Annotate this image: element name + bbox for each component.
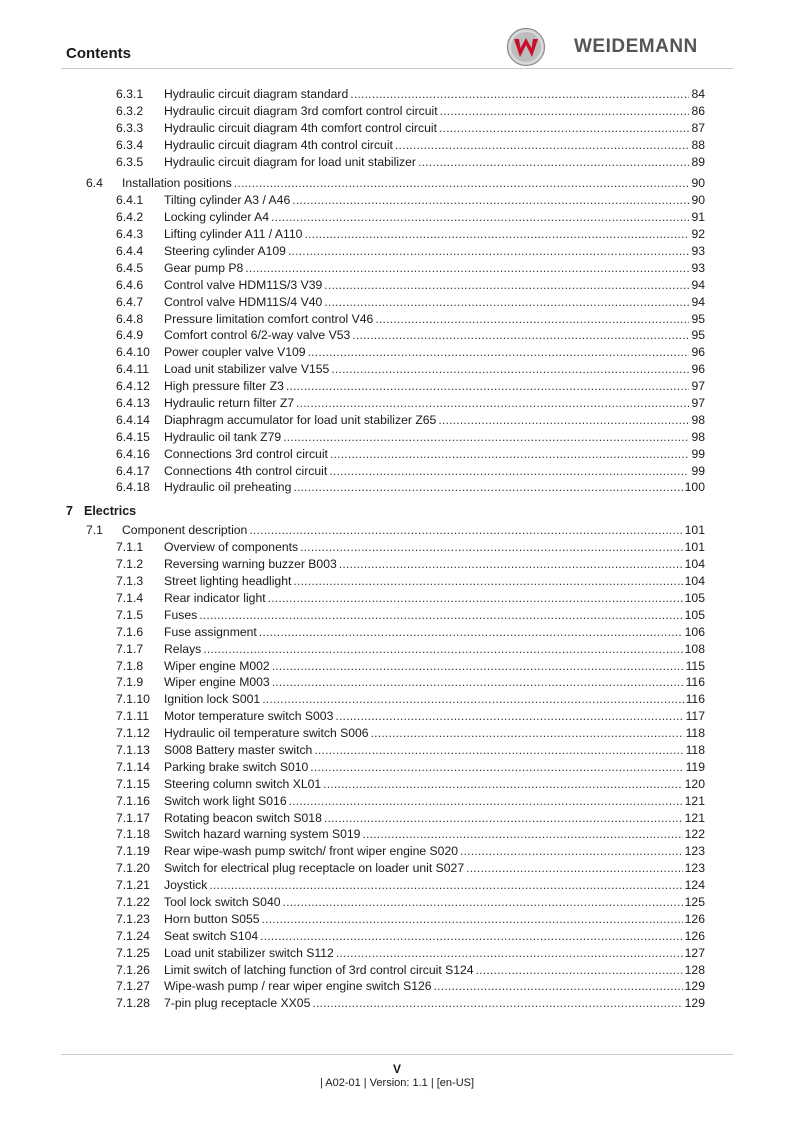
toc-entry-page: 118: [685, 742, 705, 757]
toc-entry-number: 7.1.27: [116, 979, 150, 994]
toc-entry-title: Wipe-wash pump / rear wiper engine switch S126: [164, 979, 432, 994]
toc-entry-title: Limit switch of latching function of 3rd control circuit S124: [164, 962, 474, 977]
dot-leader: [466, 860, 683, 877]
toc-entry-page: 87: [691, 120, 705, 135]
toc-entry-number: 7.1.1: [116, 540, 144, 555]
toc-entry-title: S008 Battery master switch: [164, 742, 313, 757]
toc-entry-title: Hydraulic circuit diagram standard: [164, 87, 349, 101]
toc-entry-title: Control valve HDM11S/3 V39: [164, 277, 323, 292]
toc-entry-page: 99: [691, 463, 705, 478]
toc-entry-title: Load unit stabilizer valve V155: [164, 362, 330, 377]
toc-entry-page: 95: [691, 328, 705, 343]
toc-entry-page: 91: [691, 210, 705, 225]
dot-leader: [434, 978, 683, 995]
toc-entry-title: Hydraulic circuit diagram 4th comfort control circuit: [164, 120, 437, 135]
toc-entry-title: Locking cylinder A4: [164, 210, 270, 225]
toc-subsection-entry[interactable]: [0, 962, 794, 979]
dot-leader: [362, 826, 682, 843]
toc-entry-number: 6.3.1: [116, 87, 144, 101]
chapter-title: Electrics: [84, 504, 137, 519]
toc-entry-title: Fuses: [164, 607, 198, 622]
toc-entry-page: 108: [684, 641, 705, 656]
dot-leader: [460, 843, 683, 860]
toc-subsection-entry[interactable]: [0, 137, 794, 154]
toc-entry-page: 121: [684, 810, 705, 825]
toc-entry-number: 7.1.10: [116, 692, 150, 707]
toc-entry-title: Switch hazard warning system S019: [164, 827, 361, 842]
dot-leader: [262, 911, 683, 928]
toc-subsection-entry[interactable]: [0, 759, 794, 776]
toc-entry-title: Switch for electrical plug receptacle on loader unit S027: [164, 861, 465, 876]
toc-subsection-entry[interactable]: [0, 708, 794, 725]
toc-entry-number: 7.1.5: [116, 607, 144, 622]
dot-leader: [438, 412, 689, 429]
dot-leader: [440, 103, 690, 120]
toc-entry-page: 93: [691, 260, 705, 275]
chapter-number: 7: [66, 504, 73, 519]
toc-section-entry[interactable]: [0, 522, 794, 539]
toc-entry-title: Pressure limitation comfort control V46: [164, 311, 374, 326]
toc-entry-title: Tilting cylinder A3 / A46: [164, 193, 291, 208]
toc-entry-page: 123: [684, 861, 705, 876]
toc-subsection-entry[interactable]: [0, 539, 794, 556]
table-of-contents: [0, 86, 794, 1012]
toc-entry-title: Seat switch S104: [164, 928, 259, 943]
dot-leader: [289, 793, 683, 810]
toc-entry-title: Hydraulic oil preheating: [164, 480, 292, 495]
toc-subsection-entry[interactable]: [0, 429, 794, 446]
toc-entry-title: Hydraulic circuit diagram 3rd comfort control circuit: [164, 103, 438, 118]
toc-entry-page: 123: [684, 844, 705, 859]
toc-subsection-entry[interactable]: [0, 995, 794, 1012]
brand-name: WEIDEMANN: [574, 36, 698, 57]
toc-subsection-entry[interactable]: [0, 978, 794, 995]
toc-entry-number: 6.4.12: [116, 379, 150, 394]
toc-subsection-entry[interactable]: [0, 556, 794, 573]
toc-entry-page: 127: [684, 945, 705, 960]
toc-entry-page: 86: [691, 103, 705, 118]
dot-leader: [262, 691, 683, 708]
toc-entry-number: 6.4.13: [116, 396, 150, 411]
toc-entry-page: 124: [684, 878, 705, 893]
toc-entry-title: Horn button S055: [164, 911, 260, 926]
dot-leader: [260, 928, 682, 945]
toc-subsection-entry[interactable]: [0, 928, 794, 945]
dot-leader: [249, 522, 682, 539]
toc-entry-number: 7.1.16: [116, 793, 150, 808]
dot-leader: [293, 573, 682, 590]
toc-subsection-entry[interactable]: [0, 103, 794, 120]
toc-entry-number: 7.1.21: [116, 878, 150, 893]
toc-entry-title: Tool lock switch S040: [164, 894, 281, 909]
toc-entry-number: 6.4.1: [116, 193, 144, 208]
toc-entry-title: Fuse assignment: [164, 624, 257, 639]
toc-entry-page: 121: [684, 793, 705, 808]
toc-entry-title: Overview of components: [164, 540, 299, 555]
toc-entry-number: 7.1.4: [116, 590, 144, 605]
dot-leader: [312, 995, 682, 1012]
toc-entry-number: 7.1.25: [116, 945, 150, 960]
toc-entry-number: 6.4.17: [116, 463, 150, 478]
toc-subsection-entry[interactable]: [0, 378, 794, 395]
dot-leader: [329, 463, 689, 480]
dot-leader: [245, 260, 689, 277]
toc-entry-number: 7.1.6: [116, 624, 144, 639]
toc-subsection-entry[interactable]: [0, 826, 794, 843]
toc-section-entry[interactable]: [0, 175, 794, 192]
toc-subsection-entry[interactable]: [0, 226, 794, 243]
dot-leader: [476, 962, 683, 979]
toc-entry-page: 126: [684, 911, 705, 926]
toc-entry-page: 93: [691, 244, 705, 259]
toc-entry-number: 7.1.3: [116, 574, 144, 589]
toc-entry-title: Wiper engine M002: [164, 658, 270, 673]
toc-subsection-entry[interactable]: [0, 658, 794, 675]
toc-entry-title: Hydraulic oil temperature switch S006: [164, 726, 369, 741]
toc-entry-title: Hydraulic oil tank Z79: [164, 429, 282, 444]
toc-entry-title: High pressure filter Z3: [164, 379, 284, 394]
toc-entry-number: 7.1.13: [116, 742, 150, 757]
toc-entry-page: 90: [691, 193, 705, 208]
toc-entry-number: 7.1.26: [116, 962, 150, 977]
header-divider: [61, 68, 733, 69]
toc-subsection-entry[interactable]: [0, 154, 794, 171]
toc-entry-page: 118: [685, 726, 705, 741]
toc-entry-title: Component description: [122, 523, 248, 538]
toc-entry-page: 88: [691, 137, 705, 152]
toc-entry-title: Steering cylinder A109: [164, 244, 286, 259]
toc-subsection-entry[interactable]: [0, 573, 794, 590]
toc-entry-title: Lifting cylinder A11 / A110: [164, 227, 303, 242]
dot-leader: [296, 395, 689, 412]
toc-entry-title: Power coupler valve V109: [164, 345, 306, 360]
toc-entry-number: 7.1.23: [116, 911, 150, 926]
toc-subsection-entry[interactable]: [0, 725, 794, 742]
toc-entry-title: Hydraulic return filter Z7: [164, 396, 295, 411]
toc-entry-page: 100: [684, 480, 705, 495]
toc-entry-title: Rotating beacon switch S018: [164, 810, 322, 825]
dot-leader: [259, 624, 683, 641]
toc-entry-title: Joystick: [164, 878, 208, 893]
toc-entry-number: 7.1.8: [116, 658, 144, 673]
toc-entry-number: 7.1.19: [116, 844, 150, 859]
toc-entry-number: 7.1.18: [116, 827, 150, 842]
toc-entry-number: 7.1.22: [116, 894, 150, 909]
toc-entry-page: 129: [684, 979, 705, 994]
toc-entry-number: 6.4: [86, 176, 103, 191]
toc-entry-title: Switch work light S016: [164, 793, 287, 808]
toc-entry-number: 6.3.4: [116, 137, 144, 152]
toc-entry-title: Motor temperature switch S003: [164, 709, 334, 724]
toc-entry-page: 115: [685, 658, 705, 673]
toc-subsection-entry[interactable]: [0, 590, 794, 607]
toc-entry-number: 6.4.10: [116, 345, 150, 360]
toc-subsection-entry[interactable]: [0, 641, 794, 658]
toc-entry-page: 120: [684, 776, 705, 791]
toc-entry-page: 128: [684, 962, 705, 977]
toc-entry-number: 7.1.20: [116, 861, 150, 876]
toc-entry-page: 90: [691, 176, 705, 191]
dot-leader: [293, 479, 682, 496]
toc-subsection-entry[interactable]: [0, 742, 794, 759]
dot-leader: [272, 674, 684, 691]
toc-entry-title: Rear indicator light: [164, 590, 266, 605]
toc-subsection-entry[interactable]: [0, 120, 794, 137]
dot-leader: [283, 429, 689, 446]
dot-leader: [268, 590, 683, 607]
toc-entry-number: 7.1.14: [116, 759, 150, 774]
toc-subsection-entry[interactable]: [0, 277, 794, 294]
toc-entry-number: 7.1.24: [116, 928, 150, 943]
dot-leader: [324, 277, 689, 294]
toc-entry-number: 7.1.28: [116, 996, 150, 1011]
toc-entry-page: 96: [691, 345, 705, 360]
dot-leader: [323, 776, 682, 793]
weidemann-w-logo-icon: [506, 27, 546, 67]
toc-subsection-entry[interactable]: [0, 624, 794, 641]
toc-entry-page: 101: [684, 540, 705, 555]
toc-subsection-entry[interactable]: [0, 674, 794, 691]
page-number: V: [392, 1062, 401, 1076]
toc-entry-number: 6.4.18: [116, 480, 150, 495]
dot-leader: [283, 894, 683, 911]
toc-entry-title: Diaphragm accumulator for load unit stabilizer Z65: [164, 412, 437, 427]
toc-entry-title: Steering column switch XL01: [164, 776, 322, 791]
toc-entry-title: Load unit stabilizer switch S112: [164, 945, 334, 960]
dot-leader: [395, 137, 690, 154]
dot-leader: [336, 945, 683, 962]
page-title: Contents: [66, 45, 131, 62]
toc-entry-number: 7.1.9: [116, 675, 144, 690]
dot-leader: [350, 86, 689, 103]
toc-subsection-entry[interactable]: [0, 877, 794, 894]
toc-entry-page: 116: [685, 692, 705, 707]
toc-entry-number: 7.1.11: [116, 709, 149, 724]
toc-subsection-entry[interactable]: [0, 86, 794, 103]
toc-entry-page: 106: [684, 624, 705, 639]
toc-entry-page: 116: [685, 675, 705, 690]
toc-subsection-entry[interactable]: [0, 395, 794, 412]
toc-entry-page: 98: [691, 429, 705, 444]
toc-entry-page: 104: [684, 557, 705, 572]
toc-entry-page: 119: [685, 759, 705, 774]
toc-entry-page: 98: [691, 412, 705, 427]
toc-subsection-entry[interactable]: [0, 843, 794, 860]
toc-entry-page: 97: [691, 396, 705, 411]
dot-leader: [209, 877, 682, 894]
toc-subsection-entry[interactable]: [0, 810, 794, 827]
toc-entry-page: 99: [691, 446, 705, 461]
toc-entry-title: Reversing warning buzzer B003: [164, 557, 337, 572]
toc-entry-number: 6.4.7: [116, 294, 144, 309]
toc-entry-page: 104: [684, 574, 705, 589]
toc-entry-number: 6.4.3: [116, 227, 144, 242]
dot-leader: [300, 539, 683, 556]
toc-subsection-entry[interactable]: [0, 607, 794, 624]
toc-entry-title: Gear pump P8: [164, 260, 244, 275]
toc-subsection-entry[interactable]: [0, 860, 794, 877]
toc-entry-number: 6.3.2: [116, 103, 144, 118]
toc-entry-number: 7.1: [86, 523, 103, 538]
toc-entry-page: 94: [691, 277, 705, 292]
dot-leader: [439, 120, 689, 137]
dot-leader: [310, 759, 683, 776]
toc-entry-page: 92: [691, 227, 705, 242]
dot-leader: [271, 209, 689, 226]
dot-leader: [288, 243, 689, 260]
toc-entry-page: 105: [684, 590, 705, 605]
dot-leader: [339, 556, 683, 573]
toc-subsection-entry[interactable]: [0, 260, 794, 277]
dot-leader: [352, 327, 689, 344]
toc-entry-number: 6.3.3: [116, 120, 144, 135]
toc-subsection-entry[interactable]: [0, 192, 794, 209]
toc-entry-title: Connections 3rd control circuit: [164, 446, 328, 461]
toc-entry-number: 7.1.15: [116, 776, 150, 791]
toc-entry-title: Wiper engine M003: [164, 675, 270, 690]
toc-entry-number: 7.1.7: [116, 641, 144, 656]
toc-entry-number: 6.4.16: [116, 446, 150, 461]
toc-entry-page: 129: [684, 996, 705, 1011]
toc-entry-page: 97: [691, 379, 705, 394]
dot-leader: [286, 378, 690, 395]
toc-entry-title: Street lighting headlight: [164, 574, 292, 589]
toc-subsection-entry[interactable]: [0, 361, 794, 378]
toc-subsection-entry[interactable]: [0, 294, 794, 311]
dot-leader: [199, 607, 682, 624]
toc-entry-title: Relays: [164, 641, 202, 656]
toc-entry-number: 6.4.2: [116, 210, 144, 225]
toc-entry-title: Control valve HDM11S/4 V40: [164, 294, 323, 309]
toc-entry-title: Hydraulic circuit diagram 4th control circuit: [164, 137, 393, 152]
toc-entry-title: Installation positions: [122, 176, 232, 191]
footer-divider: [61, 1054, 733, 1055]
toc-entry-page: 101: [684, 523, 705, 538]
toc-entry-number: 6.3.5: [116, 154, 144, 169]
toc-entry-number: 6.4.9: [116, 328, 144, 343]
toc-subsection-entry[interactable]: [0, 209, 794, 226]
toc-entry-page: 94: [691, 294, 705, 309]
dot-leader: [335, 708, 683, 725]
toc-entry-title: Parking brake switch S010: [164, 759, 309, 774]
dot-leader: [418, 154, 689, 171]
toc-entry-number: 6.4.4: [116, 244, 144, 259]
toc-subsection-entry[interactable]: [0, 945, 794, 962]
dot-leader: [324, 294, 689, 311]
toc-entry-title: 7-pin plug receptacle XX05: [164, 996, 311, 1011]
toc-entry-page: 89: [691, 154, 705, 169]
dot-leader: [234, 175, 690, 192]
toc-entry-title: Comfort control 6/2-way valve V53: [164, 328, 351, 343]
toc-subsection-entry[interactable]: [0, 311, 794, 328]
toc-entry-number: 6.4.5: [116, 260, 144, 275]
toc-entry-title: Hydraulic circuit diagram for load unit stabilizer: [164, 154, 416, 169]
toc-entry-number: 7.1.12: [116, 726, 150, 741]
dot-leader: [375, 311, 689, 328]
toc-entry-number: 7.1.17: [116, 810, 150, 825]
toc-entry-title: Rear wipe-wash pump switch/ front wiper engine S020: [164, 844, 458, 859]
toc-subsection-entry[interactable]: [0, 479, 794, 496]
dot-leader: [371, 725, 684, 742]
dot-leader: [272, 658, 684, 675]
document-version: | A02-01 | Version: 1.1 | [en-US]: [319, 1077, 475, 1089]
toc-subsection-entry[interactable]: [0, 344, 794, 361]
toc-subsection-entry[interactable]: [0, 776, 794, 793]
dot-leader: [330, 446, 690, 463]
toc-entry-page: 95: [691, 311, 705, 326]
toc-subsection-entry[interactable]: [0, 911, 794, 928]
toc-entry-number: 6.4.11: [116, 362, 149, 377]
toc-entry-number: 6.4.15: [116, 429, 150, 444]
toc-entry-title: Ignition lock S001: [164, 692, 261, 707]
dot-leader: [292, 192, 689, 209]
toc-entry-page: 117: [685, 709, 705, 724]
toc-entry-number: 7.1.2: [116, 557, 144, 572]
dot-leader: [308, 344, 690, 361]
dot-leader: [203, 641, 682, 658]
toc-subsection-entry[interactable]: [0, 412, 794, 429]
toc-entry-page: 125: [684, 894, 705, 909]
dot-leader: [324, 810, 683, 827]
dot-leader: [331, 361, 689, 378]
dot-leader: [314, 742, 683, 759]
toc-entry-number: 6.4.14: [116, 412, 150, 427]
toc-subsection-entry[interactable]: [0, 327, 794, 344]
toc-subsection-entry[interactable]: [0, 894, 794, 911]
toc-subsection-entry[interactable]: [0, 463, 794, 480]
dot-leader: [304, 226, 689, 243]
toc-chapter-heading[interactable]: [0, 500, 794, 522]
toc-entry-page: 122: [684, 827, 705, 842]
toc-subsection-entry[interactable]: [0, 793, 794, 810]
toc-subsection-entry[interactable]: [0, 446, 794, 463]
toc-entry-page: 84: [691, 87, 705, 101]
toc-subsection-entry[interactable]: [0, 691, 794, 708]
toc-entry-page: 105: [684, 607, 705, 622]
toc-entry-number: 6.4.8: [116, 311, 144, 326]
toc-entry-page: 126: [684, 928, 705, 943]
brand-logo: [506, 26, 698, 68]
toc-entry-number: 6.4.6: [116, 277, 144, 292]
toc-subsection-entry[interactable]: [0, 243, 794, 260]
toc-entry-page: 96: [691, 362, 705, 377]
toc-entry-title: Connections 4th control circuit: [164, 463, 328, 478]
